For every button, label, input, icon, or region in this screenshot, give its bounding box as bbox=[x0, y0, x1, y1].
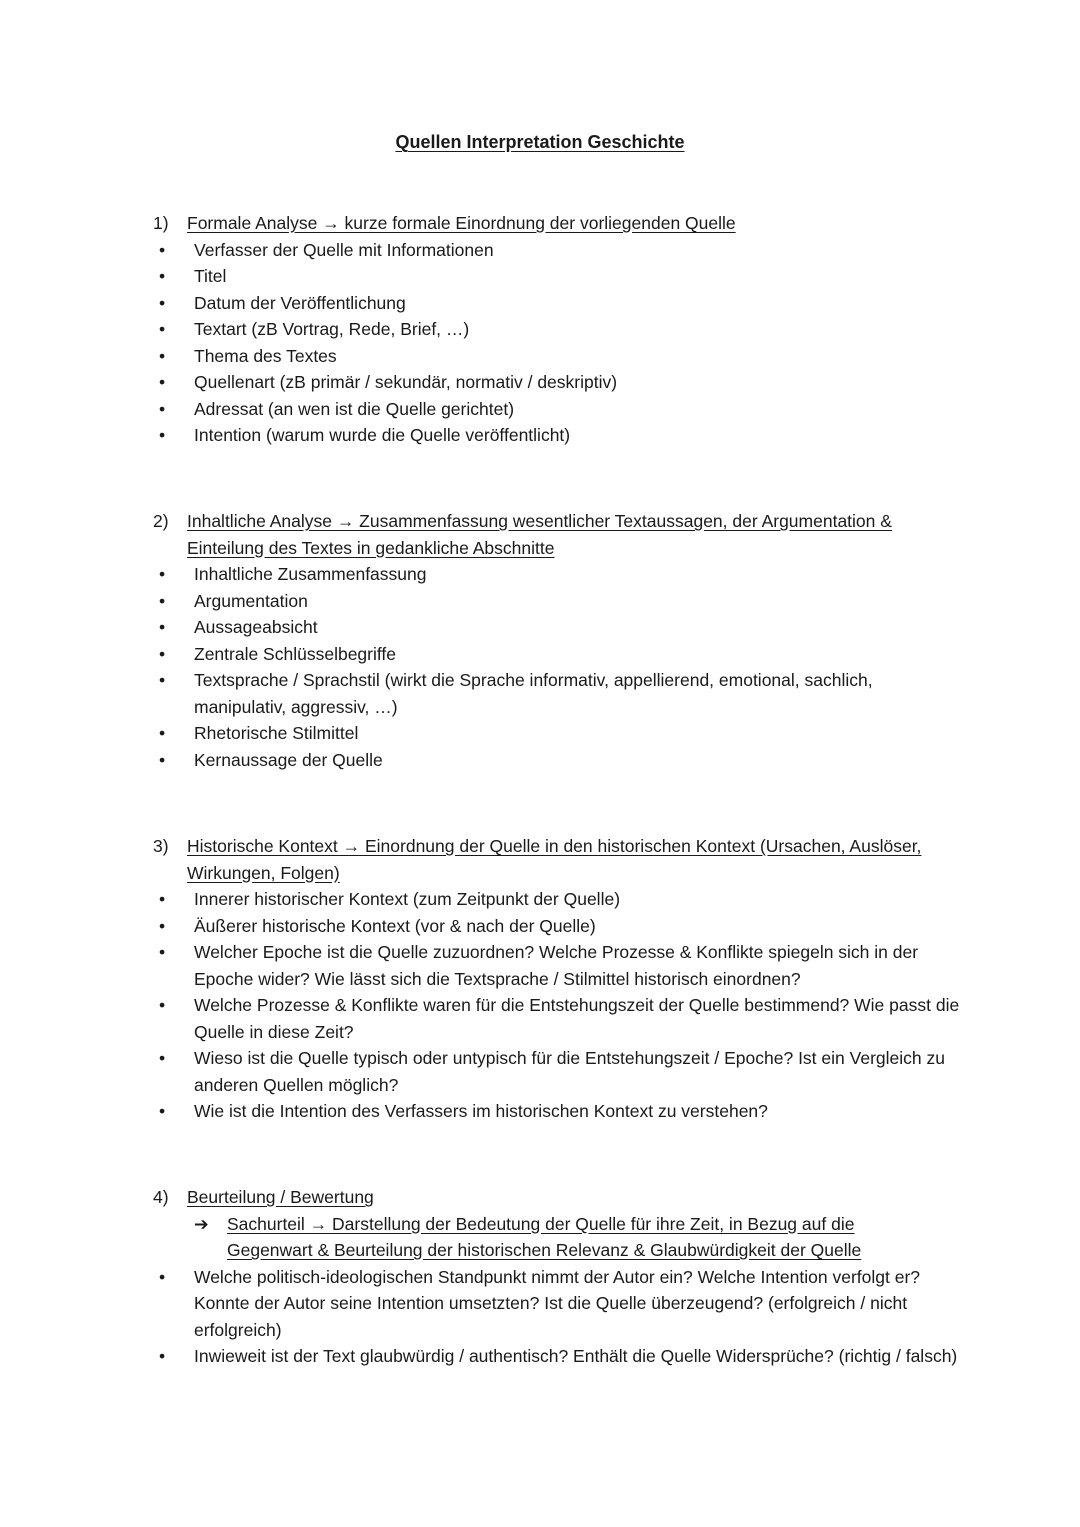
list-item: • Inhaltliche Zusammenfassung bbox=[0, 561, 1080, 588]
bullet-icon: • bbox=[159, 749, 166, 770]
section-heading bbox=[0, 210, 1080, 237]
list-item: • Wieso ist die Quelle typisch oder untypisch für die Entstehungszeit / Epoche? Ist ein Vergleich zu anderen Quellen möglich? bbox=[0, 1045, 1080, 1098]
list-item: • Aussageabsicht bbox=[0, 614, 1080, 641]
section-heading bbox=[0, 1184, 1080, 1211]
list-item: • Äußerer historische Kontext (vor & nach der Quelle) bbox=[0, 913, 1080, 940]
bullet-icon: • bbox=[159, 670, 166, 690]
bullet-icon: • bbox=[159, 723, 166, 743]
list-item: • Argumentation bbox=[0, 588, 1080, 615]
bullet-icon: • bbox=[159, 643, 166, 664]
section-heading-text: Beurteilung / Bewertung bbox=[187, 1187, 374, 1207]
bullet-icon: • bbox=[159, 942, 166, 962]
list-item: • Rhetorische Stilmittel bbox=[0, 720, 1080, 747]
bullet-list bbox=[0, 1264, 1080, 1370]
list-item: • Textart (zB Vortrag, Rede, Brief, …) bbox=[0, 316, 1080, 343]
bullet-icon: • bbox=[159, 345, 166, 366]
list-item: • Wie ist die Intention des Verfassers im historischen Kontext zu verstehen? bbox=[0, 1098, 1080, 1125]
bullet-icon: • bbox=[159, 889, 166, 909]
list-item: • Quellenart (zB primär / sekundär, normativ / deskriptiv) bbox=[0, 369, 1080, 396]
list-item: • Zentrale Schlüsselbegriffe bbox=[0, 641, 1080, 668]
section-number: 1) bbox=[153, 213, 169, 233]
section-heading-text: Inhaltliche Analyse → Zusammenfassung wesentlicher Textaussagen, der Argumentation & Einteilung des Textes in gedankliche Abschnitte bbox=[187, 511, 892, 558]
bullet-icon: • bbox=[159, 1266, 166, 1287]
section-number: 3) bbox=[153, 836, 169, 856]
section-heading bbox=[0, 508, 1080, 561]
list-item: • Welche Prozesse & Konflikte waren für die Entstehungszeit der Quelle bestimmend? Wie passt die Quelle in diese Zeit? bbox=[0, 992, 1080, 1045]
bullet-icon: • bbox=[159, 239, 166, 260]
document-title: Quellen Interpretation Geschichte bbox=[395, 132, 685, 152]
bullet-icon: • bbox=[159, 1048, 166, 1068]
bullet-icon: • bbox=[159, 915, 166, 936]
bullet-icon: • bbox=[159, 1101, 166, 1121]
list-item: • Textsprache / Sprachstil (wirkt die Sprache informativ, appellierend, emotional, sachlich, manipulativ, aggressiv, …) bbox=[0, 667, 1080, 720]
bullet-icon: • bbox=[159, 319, 166, 339]
list-item: • Datum der Veröffentlichung bbox=[0, 290, 1080, 317]
list-item: • Verfasser der Quelle mit Informationen bbox=[0, 237, 1080, 264]
list-item: • Inwieweit ist der Text glaubwürdig / authentisch? Enthält die Quelle Widersprüche? (richtig / falsch) bbox=[0, 1343, 1080, 1370]
section-heading-text: Historische Kontext → Einordnung der Quelle in den historischen Kontext (Ursachen, Auslöser, Wirkungen, Folgen) bbox=[187, 836, 922, 883]
bullet-icon: • bbox=[159, 292, 166, 313]
section-number: 2) bbox=[153, 511, 169, 531]
sachurteil-line bbox=[0, 1211, 1080, 1264]
list-item: • Welche politisch-ideologischen Standpunkt nimmt der Autor ein? Welche Intention verfolgt er? Konnte der Autor seine Intention umsetzten? Ist die Quelle überzeugend? (erfolgreich / nicht erfolgreich) bbox=[0, 1264, 1080, 1344]
sachurteil-text: Sachurteil → Darstellung der Bedeutung der Quelle für ihre Zeit, in Bezug auf die Gegenwart & Beurteilung der historischen Relevanz & Glaubwürdigkeit der Quelle bbox=[227, 1213, 862, 1260]
list-item: • Thema des Textes bbox=[0, 343, 1080, 370]
list-item: • Titel bbox=[0, 263, 1080, 290]
arrow-right-icon: ➔ bbox=[194, 1213, 209, 1234]
bullet-list bbox=[0, 237, 1080, 449]
bullet-icon: • bbox=[159, 266, 166, 286]
bullet-list bbox=[0, 561, 1080, 773]
bullet-icon: • bbox=[159, 617, 166, 637]
list-item: • Intention (warum wurde die Quelle veröffentlicht) bbox=[0, 422, 1080, 449]
bullet-icon: • bbox=[159, 1346, 166, 1366]
list-item: • Kernaussage der Quelle bbox=[0, 747, 1080, 774]
section-heading bbox=[0, 833, 1080, 886]
section-historische-kontext bbox=[0, 833, 1080, 1125]
bullet-icon: • bbox=[159, 398, 166, 419]
bullet-icon: • bbox=[159, 995, 166, 1015]
bullet-icon: • bbox=[159, 590, 166, 611]
bullet-list bbox=[0, 886, 1080, 1125]
bullet-icon: • bbox=[159, 425, 166, 445]
bullet-icon: • bbox=[159, 372, 166, 392]
list-item: • Innerer historischer Kontext (zum Zeitpunkt der Quelle) bbox=[0, 886, 1080, 913]
bullet-icon: • bbox=[159, 564, 166, 584]
list-item: • Adressat (an wen ist die Quelle gerichtet) bbox=[0, 396, 1080, 423]
section-inhaltliche-analyse bbox=[0, 508, 1080, 773]
list-item: • Welcher Epoche ist die Quelle zuzuordnen? Welche Prozesse & Konflikte spiegeln sich in der Epoche wider? Wie lässt sich die Textsprache / Stilmittel historisch einordnen? bbox=[0, 939, 1080, 992]
section-heading-text: Formale Analyse → kurze formale Einordnung der vorliegenden Quelle bbox=[187, 213, 736, 233]
section-formale-analyse bbox=[0, 210, 1080, 449]
section-number: 4) bbox=[153, 1187, 169, 1207]
section-beurteilung bbox=[0, 1184, 1080, 1370]
